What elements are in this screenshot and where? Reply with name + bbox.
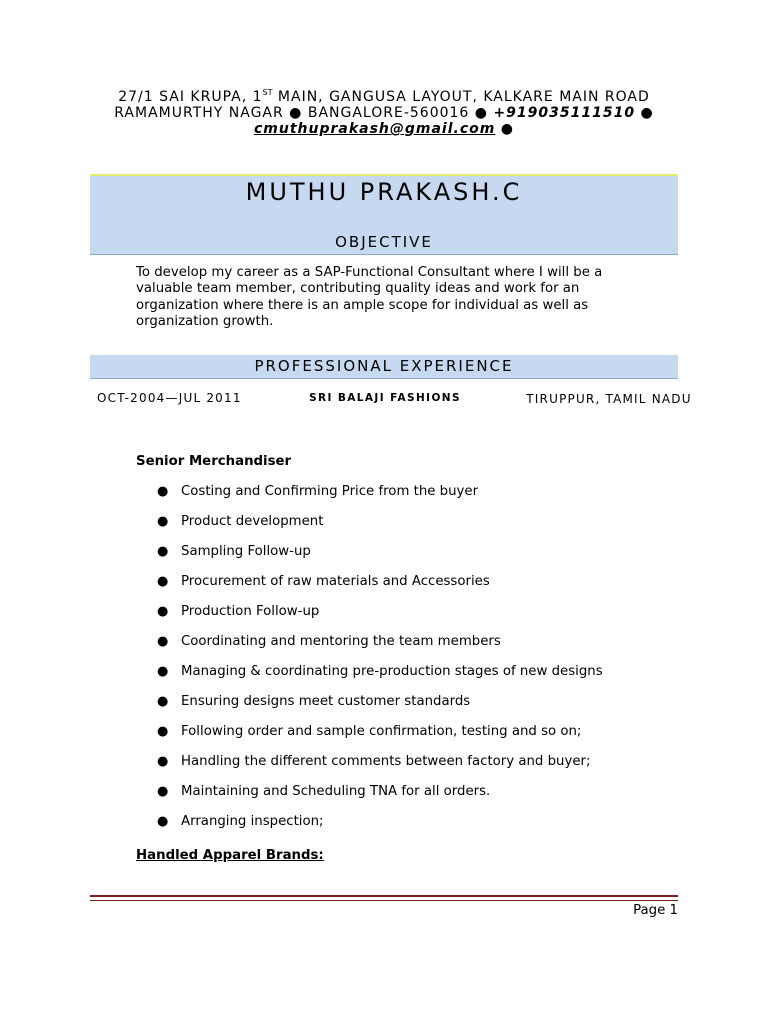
duty-text: Handling the different comments between factory and buyer;: [181, 754, 591, 769]
email-line: cmuthuprakash@gmail.com ●: [253, 121, 515, 137]
job-location: TIRUPPUR, TAMIL NADU: [526, 392, 692, 406]
duty-item: [136, 544, 603, 560]
duties-list: [136, 484, 603, 844]
duty-item: [136, 514, 603, 530]
duty-text: Production Follow-up: [181, 604, 320, 619]
bullet-icon: ●: [157, 484, 169, 499]
bullet-icon: ●: [157, 514, 169, 529]
duty-item: [136, 664, 603, 680]
bullet-icon: ●: [157, 694, 169, 709]
duty-item: [136, 724, 603, 740]
duty-text: Procurement of raw materials and Accessories: [181, 574, 490, 589]
duty-text: Managing & coordinating pre-production stages of new designs: [181, 664, 603, 679]
contact-header: [90, 89, 678, 137]
address-line-1: 27/1 SAI KRUPA, 1ST MAIN, GANGUSA LAYOUT, KALKARE MAIN ROAD: [118, 88, 650, 105]
duty-text: Ensuring designs meet customer standards: [181, 694, 471, 709]
duty-text: Coordinating and mentoring the team members: [181, 634, 501, 649]
brands-heading: Handled Apparel Brands:: [136, 848, 324, 863]
duty-item: [136, 634, 603, 650]
ordinal-suffix: ST: [262, 88, 273, 97]
job-dates: OCT-2004—JUL 2011: [97, 391, 242, 405]
address-line-2: RAMAMURTHY NAGAR ● BANGALORE-560016 ● +919035111510 ●: [114, 105, 654, 121]
phone-number: +919035111510: [493, 105, 636, 121]
duty-text: Following order and sample confirmation, testing and so on;: [181, 724, 582, 739]
bullet-icon: ●: [157, 664, 169, 679]
objective-text: To develop my career as a SAP-Functional Consultant where I will be a valuable team member, contributing quality ideas and work for an organization where there is an ample scope for individual as well as organization growth.: [136, 265, 603, 329]
duty-item: [136, 574, 603, 590]
bullet-icon: ●: [157, 604, 169, 619]
page-number: Page 1: [633, 903, 678, 918]
bullet-icon: ●: [157, 784, 169, 799]
bullet-icon: ●: [157, 754, 169, 769]
email-link[interactable]: cmuthuprakash@gmail.com: [253, 121, 496, 137]
duty-item: [136, 604, 603, 620]
bullet-icon: ●: [157, 724, 169, 739]
candidate-name: MUTHU PRAKASH.C: [90, 174, 678, 210]
bullet-icon: ●: [157, 574, 169, 589]
bullet-icon: ●: [157, 634, 169, 649]
duty-text: Product development: [181, 514, 324, 529]
duty-text: Maintaining and Scheduling TNA for all orders.: [181, 784, 491, 799]
duty-item: [136, 814, 603, 830]
duty-item: [136, 694, 603, 710]
duty-text: Sampling Follow-up: [181, 544, 311, 559]
address-city: RAMAMURTHY NAGAR ● BANGALORE-560016 ●: [114, 105, 488, 121]
job-company: SRI BALAJI FASHIONS: [309, 392, 461, 404]
objective-heading: OBJECTIVE: [335, 233, 433, 251]
footer-rule: [90, 895, 678, 901]
duty-item: [136, 484, 603, 500]
duty-item: [136, 784, 603, 800]
duty-text: Costing and Confirming Price from the buyer: [181, 484, 479, 499]
bullet-icon: ●: [157, 544, 169, 559]
duty-text: Arranging inspection;: [181, 814, 324, 829]
experience-heading: PROFESSIONAL EXPERIENCE: [90, 355, 678, 379]
job-title: Senior Merchandiser: [136, 454, 292, 469]
objective-heading-band: [90, 208, 678, 255]
duty-item: [136, 754, 603, 770]
bullet-icon: ●: [157, 814, 169, 829]
